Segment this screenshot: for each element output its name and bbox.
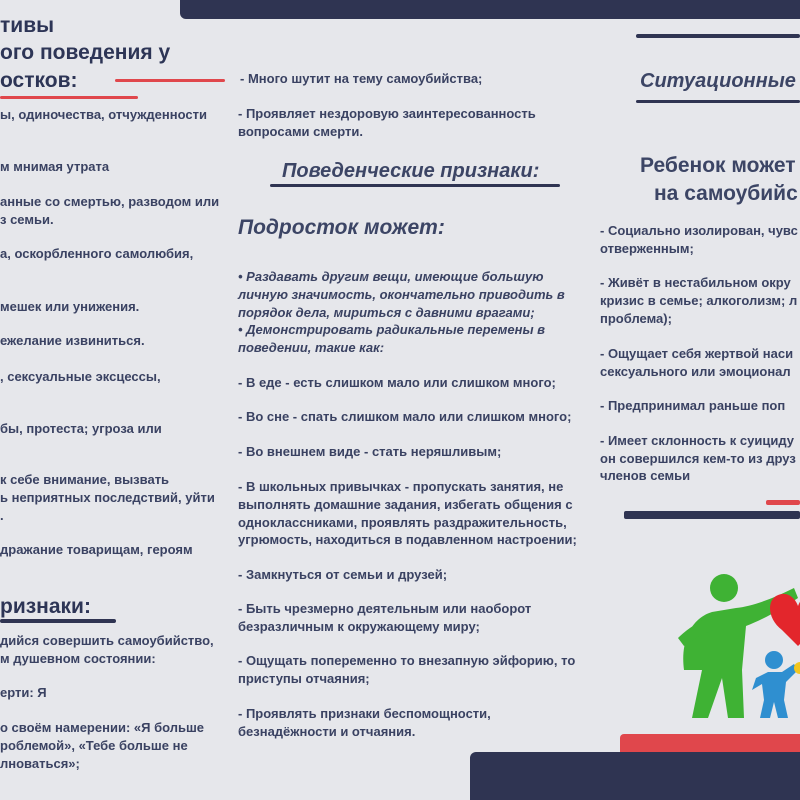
right-line: он совершился кем-то из друз bbox=[600, 451, 796, 466]
middle-item-line: одноклассниками, проявлять раздражительность, bbox=[238, 515, 567, 530]
right-heading-line-2: на самоубийс bbox=[654, 182, 798, 205]
left-red-line-1 bbox=[115, 79, 225, 82]
left-line: . bbox=[0, 508, 4, 523]
middle-item-line: приступы отчаяния; bbox=[238, 671, 370, 686]
family-heart-icon bbox=[670, 560, 800, 720]
left-heading-line-2: ого поведения у bbox=[0, 41, 171, 64]
left-line: а, оскорбленного самолюбия, bbox=[0, 246, 194, 261]
middle-item-line: - Во сне - спать слишком мало или слишком много; bbox=[238, 409, 572, 424]
left-line: бы, протеста; угроза или bbox=[0, 421, 162, 436]
behavior-section-title: Поведенческие признаки: bbox=[282, 160, 540, 182]
right-line: - Живёт в нестабильном окру bbox=[600, 275, 791, 290]
middle-item-line: - Ощущать попеременно то внезапную эйфорию, то bbox=[238, 653, 576, 668]
right-mid-red-line bbox=[766, 500, 800, 505]
middle-item-line: - В школьных привычках - пропускать занятия, не bbox=[238, 479, 564, 494]
middle-bullet-line: личную значимость, окончательно приводить в bbox=[238, 287, 565, 302]
right-top-dark-line bbox=[636, 34, 800, 38]
left-heading-line-3: остков: bbox=[0, 69, 78, 92]
right-line: сексуального или эмоционал bbox=[600, 364, 791, 379]
left-line: о своём намерении: «Я больше bbox=[0, 720, 205, 735]
left-red-line-2 bbox=[0, 96, 138, 99]
bottom-dark-bar bbox=[470, 752, 800, 800]
right-title-underline bbox=[636, 100, 800, 103]
teen-may-subtitle: Подросток может: bbox=[238, 216, 445, 239]
middle-item-line: - Замкнуться от семьи и друзей; bbox=[238, 567, 448, 582]
right-line: кризис в семье; алкоголизм; л bbox=[600, 293, 798, 308]
right-line: отверженным; bbox=[600, 241, 694, 256]
right-line: - Имеет склонность к суициду bbox=[600, 433, 794, 448]
situational-section-title: Ситуационные bbox=[640, 70, 796, 92]
middle-bullet-line: • Демонстрировать радикальные перемены в bbox=[238, 322, 546, 337]
left-line: ежелание извиниться. bbox=[0, 333, 145, 348]
right-line: - Предпринимал раньше поп bbox=[600, 398, 786, 413]
right-line: - Социально изолирован, чувс bbox=[600, 223, 798, 238]
middle-item-line: - Быть чрезмерно деятельным или наоборот bbox=[238, 601, 532, 616]
middle-item-line: - Проявлять признаки беспомощности, bbox=[238, 706, 491, 721]
middle-intro-line: вопросами смерти. bbox=[238, 124, 363, 139]
left-line: дийся совершить самоубийство, bbox=[0, 633, 214, 648]
right-heading-line-1: Ребенок может bbox=[640, 154, 796, 177]
left-line: ерти: Я bbox=[0, 685, 47, 700]
middle-intro-line: - Много шутит на тему самоубийства; bbox=[240, 71, 483, 86]
top-dark-bar bbox=[180, 0, 800, 19]
right-line: - Ощущает себя жертвой наси bbox=[600, 346, 794, 361]
left-heading-2: ризнаки: bbox=[0, 595, 91, 618]
middle-bullet-line: • Раздавать другим вещи, имеющие большую bbox=[238, 269, 544, 284]
left-line: роблемой», «Тебе больше не bbox=[0, 738, 188, 753]
middle-item-line: выполнять домашние задания, избегать общения с bbox=[238, 497, 573, 512]
middle-item-line: - В еде - есть слишком мало или слишком много; bbox=[238, 375, 556, 390]
left-line: к себе внимание, вызвать bbox=[0, 472, 170, 487]
left-line: мешек или унижения. bbox=[0, 299, 140, 314]
left-line: м мнимая утрата bbox=[0, 159, 110, 174]
right-line: членов семьи bbox=[600, 468, 691, 483]
left-line: ы, одиночества, отчужденности bbox=[0, 107, 207, 122]
left-line: лноваться»; bbox=[0, 756, 80, 771]
middle-bullet-line: поведении, такие как: bbox=[238, 340, 385, 355]
right-mid-dark-line bbox=[624, 511, 800, 519]
middle-title-underline bbox=[270, 184, 560, 187]
left-line: ь неприятных последствий, уйти bbox=[0, 490, 215, 505]
left-line: дражание товарищам, героям bbox=[0, 542, 193, 557]
middle-bullet-line: порядок дела, мириться с давними врагами; bbox=[238, 305, 535, 320]
middle-intro-line: - Проявляет нездоровую заинтересованность bbox=[238, 106, 536, 121]
left-line: м душевном состоянии: bbox=[0, 651, 156, 666]
middle-item-line: - Во внешнем виде - стать неряшливым; bbox=[238, 444, 502, 459]
left-line: , сексуальные эксцессы, bbox=[0, 369, 161, 384]
middle-item-line: угрюмость, находиться в подавленном настроении; bbox=[238, 532, 577, 547]
middle-item-line: безразличным к окружающему миру; bbox=[238, 619, 480, 634]
left-line: з семьи. bbox=[0, 212, 54, 227]
family-heart-logo bbox=[670, 560, 800, 720]
middle-item-line: безнадёжности и отчаяния. bbox=[238, 724, 416, 739]
right-line: проблема); bbox=[600, 311, 672, 326]
left-heading-line-1: тивы bbox=[0, 14, 55, 37]
left-line: анные со смертью, разводом или bbox=[0, 194, 220, 209]
bottom-red-bar bbox=[620, 734, 800, 752]
